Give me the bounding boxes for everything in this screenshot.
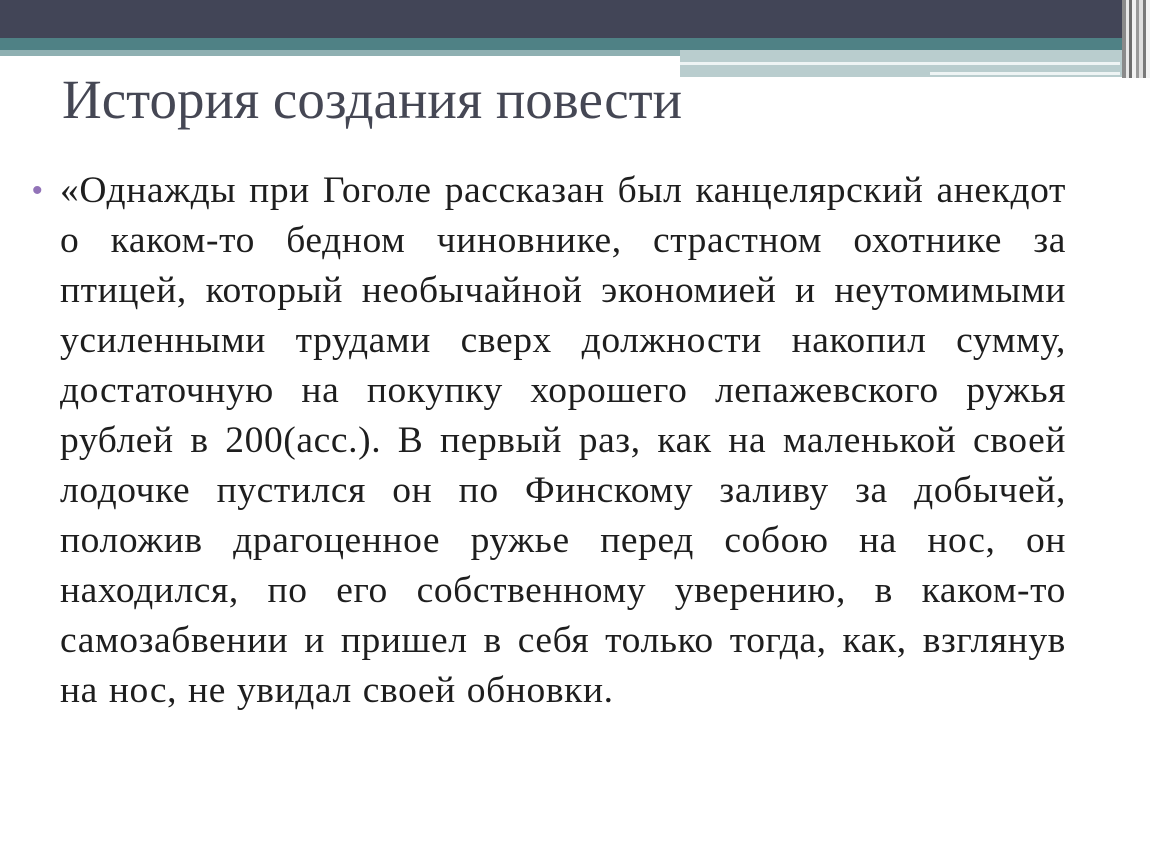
slide-title: История создания повести <box>62 69 683 130</box>
header-band-dark <box>0 0 1122 38</box>
header-band-teal-light <box>0 50 680 56</box>
bullet-dot-icon: • <box>32 174 43 207</box>
header-band-teal <box>0 38 1122 50</box>
bullet-paragraph: «Однажды при Гоголе рассказан был канцелярский анекдот о каком-то бедном чиновнике, страстном охотнике за птицей, который необычайной экономией и неутомимыми усиленными трудами сверх должности накопил сумму, достаточную на покупку хорошего лепажевского ружья рублей в 200(асс.). В первый раз, как на маленькой своей лодочке пустился он по Финскому заливу за добычей, положив драгоценное ружье перед собою на нос, он находился, по его собственному уверению, в каком-то самозабвении и пришел в себя только тогда, как, взглянув на нос, не увидал своей обновки. <box>60 170 1066 711</box>
header-corner-stripes <box>1122 0 1150 78</box>
